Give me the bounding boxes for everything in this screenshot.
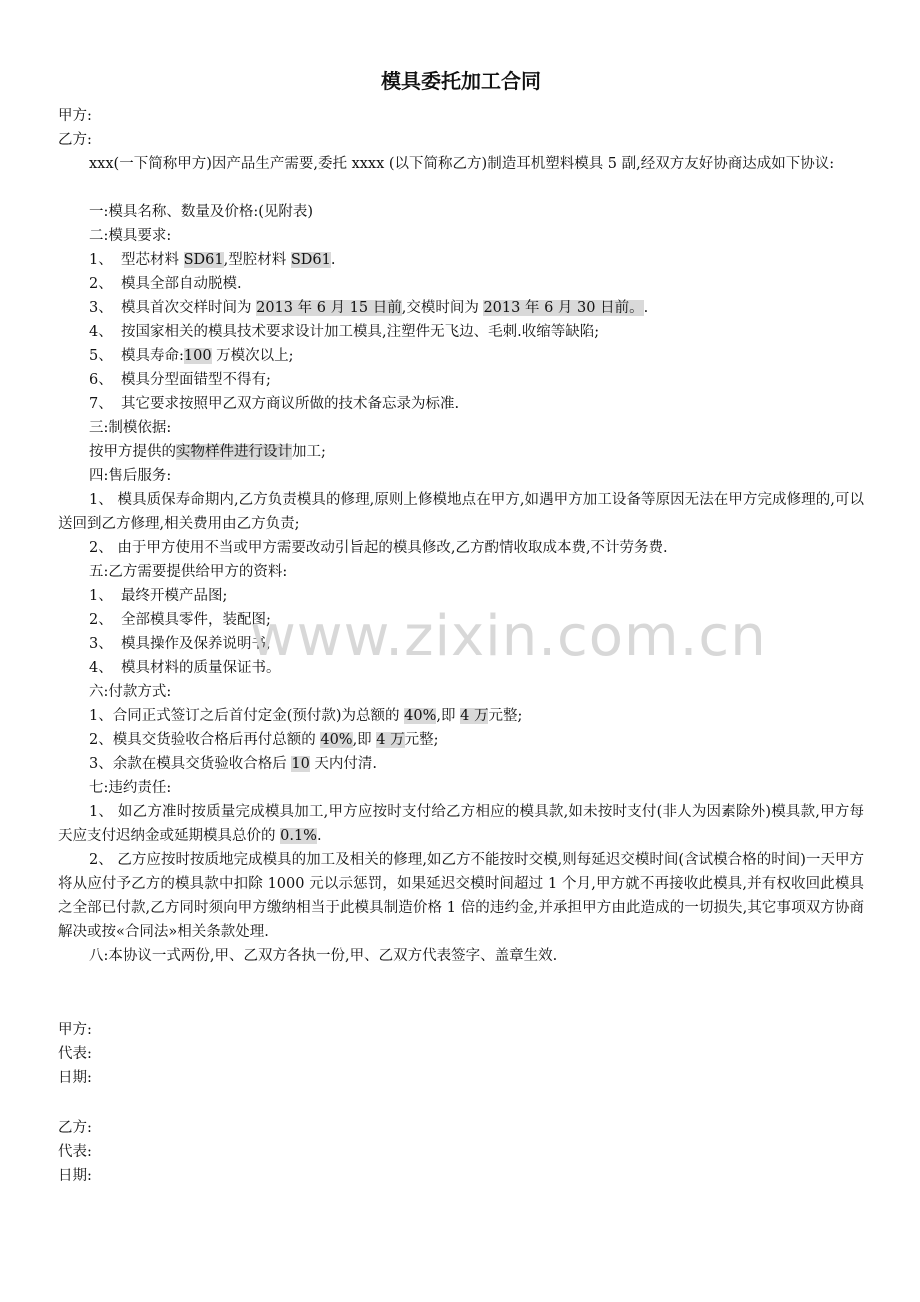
section-2-item-1: [89, 248, 335, 272]
body-text: ,即: [436, 708, 461, 724]
body-text: 2、模具交货验收合格后再付总额的: [89, 732, 321, 748]
body-text: 加工;: [292, 444, 326, 460]
item-number: 2、: [89, 612, 113, 628]
section-5-item-2: [89, 608, 271, 632]
section-2-item-6: [89, 368, 271, 392]
highlight: 10: [291, 756, 310, 772]
section-7-paragraph-2: 2、 乙方应按时按质地完成模具的加工及相关的修理,如乙方不能按时交模,则每延迟交模时间(含试模合格的时间)一天甲方将从应付予乙方的模具款中扣除 1000 元以示惩罚，如果延迟交模时间超过 1 个月,甲方就不再接收此模具,并有权收回此模具之全部已付款,乙方同时须向甲方缴纳相当于此模具制造价格 1 倍的违约金,并承担甲方由此造成的一切损失,其它事项双方协商解决或按«合同法»相关条款处理.: [58, 852, 864, 940]
section-6-heading: 六:付款方式:: [89, 684, 172, 700]
signature-party-a: 甲方:: [58, 1022, 92, 1038]
item-number: 1、: [89, 588, 113, 604]
party-a-label: 甲方:: [58, 108, 92, 124]
body-text: 元整;: [488, 708, 523, 724]
section-3-heading: 三:制模依据:: [89, 420, 172, 436]
body-text: 天内付清.: [309, 756, 378, 772]
party-b-label: 乙方:: [58, 132, 92, 148]
highlight: 40%: [404, 708, 437, 724]
item-text: 模具分型面错型不得有;: [121, 372, 271, 388]
highlight: 2013 年 6 月 15 日前: [256, 300, 402, 316]
body-text: 按甲方提供的: [89, 444, 176, 460]
highlight: 2013 年 6 月 30 日前。: [483, 300, 644, 316]
item-text: 万模次以上;: [211, 348, 294, 364]
item-text: 模具全部自动脱模.: [121, 276, 242, 292]
item-text: 其它要求按照甲乙双方商议所做的技术备忘录为标准.: [121, 396, 460, 412]
section-6-line-2: [89, 728, 439, 752]
body-text: .: [316, 828, 322, 844]
section-8-text: 八:本协议一式两份,甲、乙双方各执一份,甲、乙双方代表签字、盖章生效.: [89, 948, 558, 964]
body-text: ,即: [352, 732, 377, 748]
section-6-line-3: [89, 752, 377, 776]
section-5-item-3: [89, 632, 271, 656]
section-3-body: [89, 440, 326, 464]
body-text: 3、余款在模具交货验收合格后: [89, 756, 292, 772]
highlight: SD61: [290, 252, 331, 268]
item-text: 模具操作及保养说明书;: [121, 636, 271, 652]
item-text: .: [643, 300, 649, 316]
item-text: 按国家相关的模具技术要求设计加工模具,注塑件无飞边、毛刺.收缩等缺陷;: [121, 324, 600, 340]
highlight: SD61: [183, 252, 224, 268]
section-5-item-1: [89, 584, 227, 608]
item-text: 模具首次交样时间为: [121, 300, 257, 316]
intro-paragraph: xxx(一下简称甲方)因产品生产需要,委托 xxxx (以下简称乙方)制造耳机塑料模具 5 副,经双方友好协商达成如下协议:: [89, 156, 835, 172]
item-text: 型芯材料: [121, 252, 184, 268]
item-number: 3、: [89, 636, 113, 652]
section-2-heading: 二:模具要求:: [89, 228, 172, 244]
item-number: 4、: [89, 660, 113, 676]
body-text: 1、合同正式签订之后首付定金(预付款)为总额的: [89, 708, 405, 724]
section-7-heading: 七:违约责任:: [89, 780, 172, 796]
section-2-item-3: [89, 296, 648, 320]
item-text: 模具材料的质量保证书。: [121, 660, 281, 676]
highlight: 4 万: [376, 732, 405, 748]
item-text: ,型腔材料: [223, 252, 291, 268]
item-number: 7、: [89, 396, 113, 412]
item-text: 全部模具零件，装配图;: [121, 612, 271, 628]
highlight: 0.1%: [280, 828, 317, 844]
section-5-item-4: [89, 656, 281, 680]
section-1-heading: 一:模具名称、数量及价格:(见附表): [89, 204, 314, 220]
watermark: www.zixin.com.cn: [250, 604, 767, 669]
section-2-item-5: [89, 344, 294, 368]
item-text: 最终开模产品图;: [121, 588, 228, 604]
item-number: 3、: [89, 300, 113, 316]
item-text: 模具寿命:: [121, 348, 184, 364]
item-number: 4、: [89, 324, 113, 340]
item-number: 6、: [89, 372, 113, 388]
section-2-item-4: [89, 320, 599, 344]
section-4-heading: 四:售后服务:: [89, 468, 172, 484]
signature-rep-a: 代表:: [58, 1046, 92, 1062]
body-text: 元整;: [404, 732, 439, 748]
body-text: 1、 如乙方准时按质量完成模具加工,甲方应按时支付给乙方相应的模具款,如未按时支付(非人为因素除外)模具款,甲方每天应支付迟纳金或延期模具总价的: [58, 804, 864, 844]
section-2-item-2: [89, 272, 242, 296]
document-title: 模具委托加工合同: [381, 69, 541, 93]
section-7-paragraph-1: [58, 800, 864, 848]
highlight: 4 万: [460, 708, 489, 724]
item-text: .: [330, 252, 336, 268]
item-number: 2、: [89, 276, 113, 292]
section-2-item-7: [89, 392, 459, 416]
highlight: 实物样件进行设计: [176, 444, 292, 460]
section-4-paragraph-1: 1、 模具质保寿命期内,乙方负责模具的修理,原则上修模地点在甲方,如遇甲方加工设备等原因无法在甲方完成修理的,可以送回到乙方修理,相关费用由乙方负责;: [58, 492, 864, 532]
signature-party-b: 乙方:: [58, 1120, 92, 1136]
signature-date-b: 日期:: [58, 1168, 92, 1184]
item-text: ,交模时间为: [401, 300, 484, 316]
item-number: 5、: [89, 348, 113, 364]
highlight: 40%: [320, 732, 353, 748]
section-4-paragraph-2: 2、 由于甲方使用不当或甲方需要改动引旨起的模具修改,乙方酌情收取成本费,不计劳务费.: [89, 540, 668, 556]
section-5-heading: 五:乙方需要提供给甲方的资料:: [89, 564, 288, 580]
signature-rep-b: 代表:: [58, 1144, 92, 1160]
section-6-line-1: [89, 704, 522, 728]
highlight: 100: [183, 348, 212, 364]
signature-date-a: 日期:: [58, 1070, 92, 1086]
item-number: 1、: [89, 252, 113, 268]
